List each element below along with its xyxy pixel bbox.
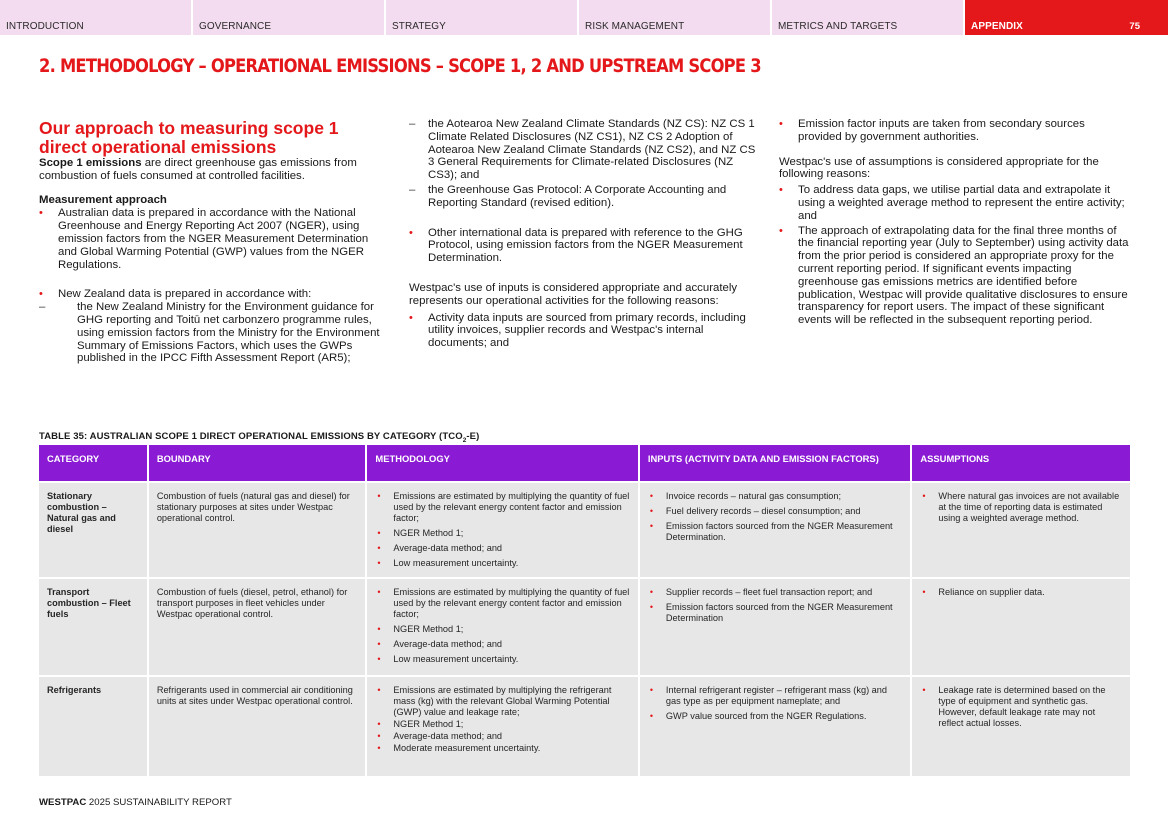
- dash-list: [409, 118, 757, 210]
- list-item: • GWP value sourced from the NGER Regulations.: [648, 711, 903, 722]
- nav-tab-introduction[interactable]: [0, 0, 191, 35]
- list-item: • Reliance on supplier data.: [920, 587, 1122, 598]
- section-heading: Our approach to measuring scope 1 direct operational emissions: [39, 118, 339, 157]
- list-item-text: New Zealand data is prepared in accordance with:: [58, 288, 312, 301]
- inputs-paragraph: Westpac's use of inputs is considered appropriate and accurately represents our operational activities for the following reasons:: [409, 281, 738, 307]
- assumptions-cell: [912, 579, 1130, 675]
- list-item: • Invoice records – natural gas consumption;: [648, 491, 903, 502]
- list-item: • Low measurement uncertainty.: [375, 654, 630, 665]
- table-caption: [39, 431, 479, 444]
- measurement-approach-heading: Measurement approach: [39, 193, 167, 206]
- footer: [39, 797, 232, 808]
- column-header-category: CATEGORY: [39, 445, 147, 481]
- category-cell: Stationary combustion – Natural gas and diesel: [39, 483, 147, 577]
- list-item: – the Aotearoa New Zealand Climate Standards (NZ CS): NZ CS 1 Climate Related Disclosures (NZ CS1), NZ CS 2 Adoption of Aotearoa New Zealand Climate Standards (NZ CS2), and NZ CS 3 General Requirements for Climate-related Disclosures (NZ CS3); and: [409, 118, 757, 182]
- list-item: • Average-data method; and: [375, 731, 630, 742]
- nav-tab-label: INTRODUCTION: [6, 21, 84, 32]
- intro-paragraph: [39, 157, 384, 183]
- emissions-table: [39, 445, 1130, 776]
- list-item: • NGER Method 1;: [375, 719, 630, 730]
- list-item: • Low measurement uncertainty.: [375, 558, 630, 569]
- category-cell: Refrigerants: [39, 677, 147, 776]
- caption-subscript: 2: [462, 436, 467, 444]
- footer-brand: WESTPAC: [39, 797, 87, 808]
- nav-tab-governance[interactable]: [193, 0, 384, 35]
- boundary-cell: Combustion of fuels (natural gas and diesel) for stationary purposes at sites under Westpac operational control.: [149, 483, 366, 577]
- text-column-3: [779, 118, 1129, 327]
- methodology-cell: [367, 579, 638, 675]
- list-item: • Emission factor inputs are taken from secondary sources provided by government authorities.: [779, 118, 1129, 144]
- list-item: • Average-data method; and: [375, 639, 630, 650]
- list-item: • Activity data inputs are sourced from primary records, including utility invoices, supplier records and Westpac's internal documents; and: [409, 312, 757, 350]
- assumptions-cell: [912, 483, 1130, 577]
- bullet-list: [39, 288, 384, 365]
- list-item: • Fuel delivery records – diesel consumption; and: [648, 506, 903, 517]
- table-row: [39, 483, 1130, 577]
- nav-tab-label: STRATEGY: [392, 21, 446, 32]
- list-item: • Emissions are estimated by multiplying the quantity of fuel used by the relevant energy content factor and emission factor;: [375, 491, 630, 524]
- intro-text: are direct greenhouse gas emissions from combustion of fuels consumed at controlled facilities.: [39, 157, 357, 182]
- list-item: – the New Zealand Ministry for the Environment guidance for GHG reporting and Toitū net carbonzero programme rules, using emission factors from the Ministry for the Environment Summary of Emissions Factors, which uses the GWPs published in the IPCC Fifth Assessment Report (AR5);: [39, 301, 384, 365]
- inputs-cell: [640, 579, 911, 675]
- page-title: 2. METHODOLOGY – OPERATIONAL EMISSIONS – SCOPE 1, 2 AND UPSTREAM SCOPE 3: [39, 55, 761, 77]
- nav-tab-metrics-and-targets[interactable]: [772, 0, 963, 35]
- nav-tab-risk-management[interactable]: [579, 0, 770, 35]
- table-row: [39, 677, 1130, 776]
- column-header-methodology: METHODOLOGY: [367, 445, 638, 481]
- bullet-list: [39, 207, 384, 271]
- bullet-list: [779, 118, 1129, 144]
- nav-tab-strategy[interactable]: [386, 0, 577, 35]
- intro-bold: Scope 1 emissions: [39, 157, 142, 169]
- list-item: • NGER Method 1;: [375, 528, 630, 539]
- top-navigation: [0, 0, 1168, 35]
- list-item: • Emission factors sourced from the NGER Measurement Determination.: [648, 521, 903, 543]
- list-item: • Leakage rate is determined based on the type of equipment and synthetic gas. However, default leakage rate may not reflect actual losses.: [920, 685, 1122, 729]
- inputs-cell: [640, 677, 911, 776]
- bullet-list: [409, 312, 757, 350]
- list-item: • Emission factors sourced from the NGER Measurement Determination: [648, 602, 903, 624]
- list-item: • NGER Method 1;: [375, 624, 630, 635]
- list-item: • Internal refrigerant register – refrigerant mass (kg) and gas type as per equipment nameplate; and: [648, 685, 903, 707]
- list-item: • Moderate measurement uncertainty.: [375, 743, 630, 754]
- list-item: • Emissions are estimated by multiplying the refrigerant mass (kg) with the relevant Global Warming Potential (GWP) value and leakage rate;: [375, 685, 630, 718]
- list-item: [39, 288, 384, 365]
- column-header-boundary: BOUNDARY: [149, 445, 366, 481]
- caption-text: TABLE 35: AUSTRALIAN SCOPE 1 DIRECT OPERATIONAL EMISSIONS BY CATEGORY (TCO: [39, 431, 463, 442]
- list-item: • Other international data is prepared with reference to the GHG Protocol, using emission factors from the NGER Measurement Determination.: [409, 227, 757, 265]
- nav-tab-label: RISK MANAGEMENT: [585, 21, 685, 32]
- boundary-cell: Combustion of fuels (diesel, petrol, ethanol) for transport purposes in fleet vehicles under Westpac operational control.: [149, 579, 366, 675]
- text-column-2: [409, 118, 757, 350]
- methodology-cell: [367, 677, 638, 776]
- column-header-inputs: INPUTS (ACTIVITY DATA AND EMISSION FACTORS): [640, 445, 911, 481]
- list-item: • Where natural gas invoices are not available at the time of reporting data is estimated using a weighted average method.: [920, 491, 1122, 524]
- category-cell: Transport combustion – Fleet fuels: [39, 579, 147, 675]
- methodology-cell: [367, 483, 638, 577]
- list-item: • The approach of extrapolating data for the final three months of the financial reporting year (July to September) using activity data from the prior period is considered an appropriate proxy for the current reporting period. If significant events impacting greenhouse gas emissions metrics are identified before publication, Westpac will provide qualitative disclosures to ensure transparency for report users. The impact of these significant events will be reflected in the subsequent reporting period.: [779, 225, 1129, 327]
- nav-tab-label: METRICS AND TARGETS: [778, 21, 898, 32]
- dash-list: [39, 301, 384, 365]
- list-item: • To address data gaps, we utilise partial data and extrapolate it using a weighted average method to represent the entire activity; and: [779, 184, 1129, 222]
- bullet-list: [779, 184, 1129, 327]
- nav-tab-label: GOVERNANCE: [199, 21, 272, 32]
- table-row: [39, 579, 1130, 675]
- nav-tab-appendix[interactable]: [965, 0, 1168, 35]
- column-header-assumptions: ASSUMPTIONS: [912, 445, 1130, 481]
- nav-tab-label: APPENDIX: [971, 21, 1023, 32]
- list-item: • Emissions are estimated by multiplying the quantity of fuel used by the relevant energy content factor and emission factor;: [375, 587, 630, 620]
- table-header-row: [39, 445, 1130, 481]
- list-item: • Australian data is prepared in accordance with the National Greenhouse and Energy Reporting Act 2007 (NGER), using emission factors from the NGER Measurement Determination and Global Warming Potential (GWP) values from the NGER Regulations.: [39, 207, 384, 271]
- inputs-cell: [640, 483, 911, 577]
- text-column-1: [39, 118, 384, 365]
- bullet-list: [409, 227, 757, 265]
- list-item: – the Greenhouse Gas Protocol: A Corporate Accounting and Reporting Standard (revised edition).: [409, 184, 757, 210]
- list-item: • Supplier records – fleet fuel transaction report; and: [648, 587, 903, 598]
- assumptions-paragraph: Westpac's use of assumptions is considered appropriate for the following reasons:: [779, 155, 1099, 181]
- caption-suffix: -E): [466, 431, 480, 442]
- assumptions-cell: [912, 677, 1130, 776]
- boundary-cell: Refrigerants used in commercial air conditioning units at sites under Westpac operational control.: [149, 677, 366, 776]
- footer-text: 2025 SUSTAINABILITY REPORT: [86, 797, 232, 808]
- page-number: 75: [1129, 21, 1140, 32]
- list-item: • Average-data method; and: [375, 543, 630, 554]
